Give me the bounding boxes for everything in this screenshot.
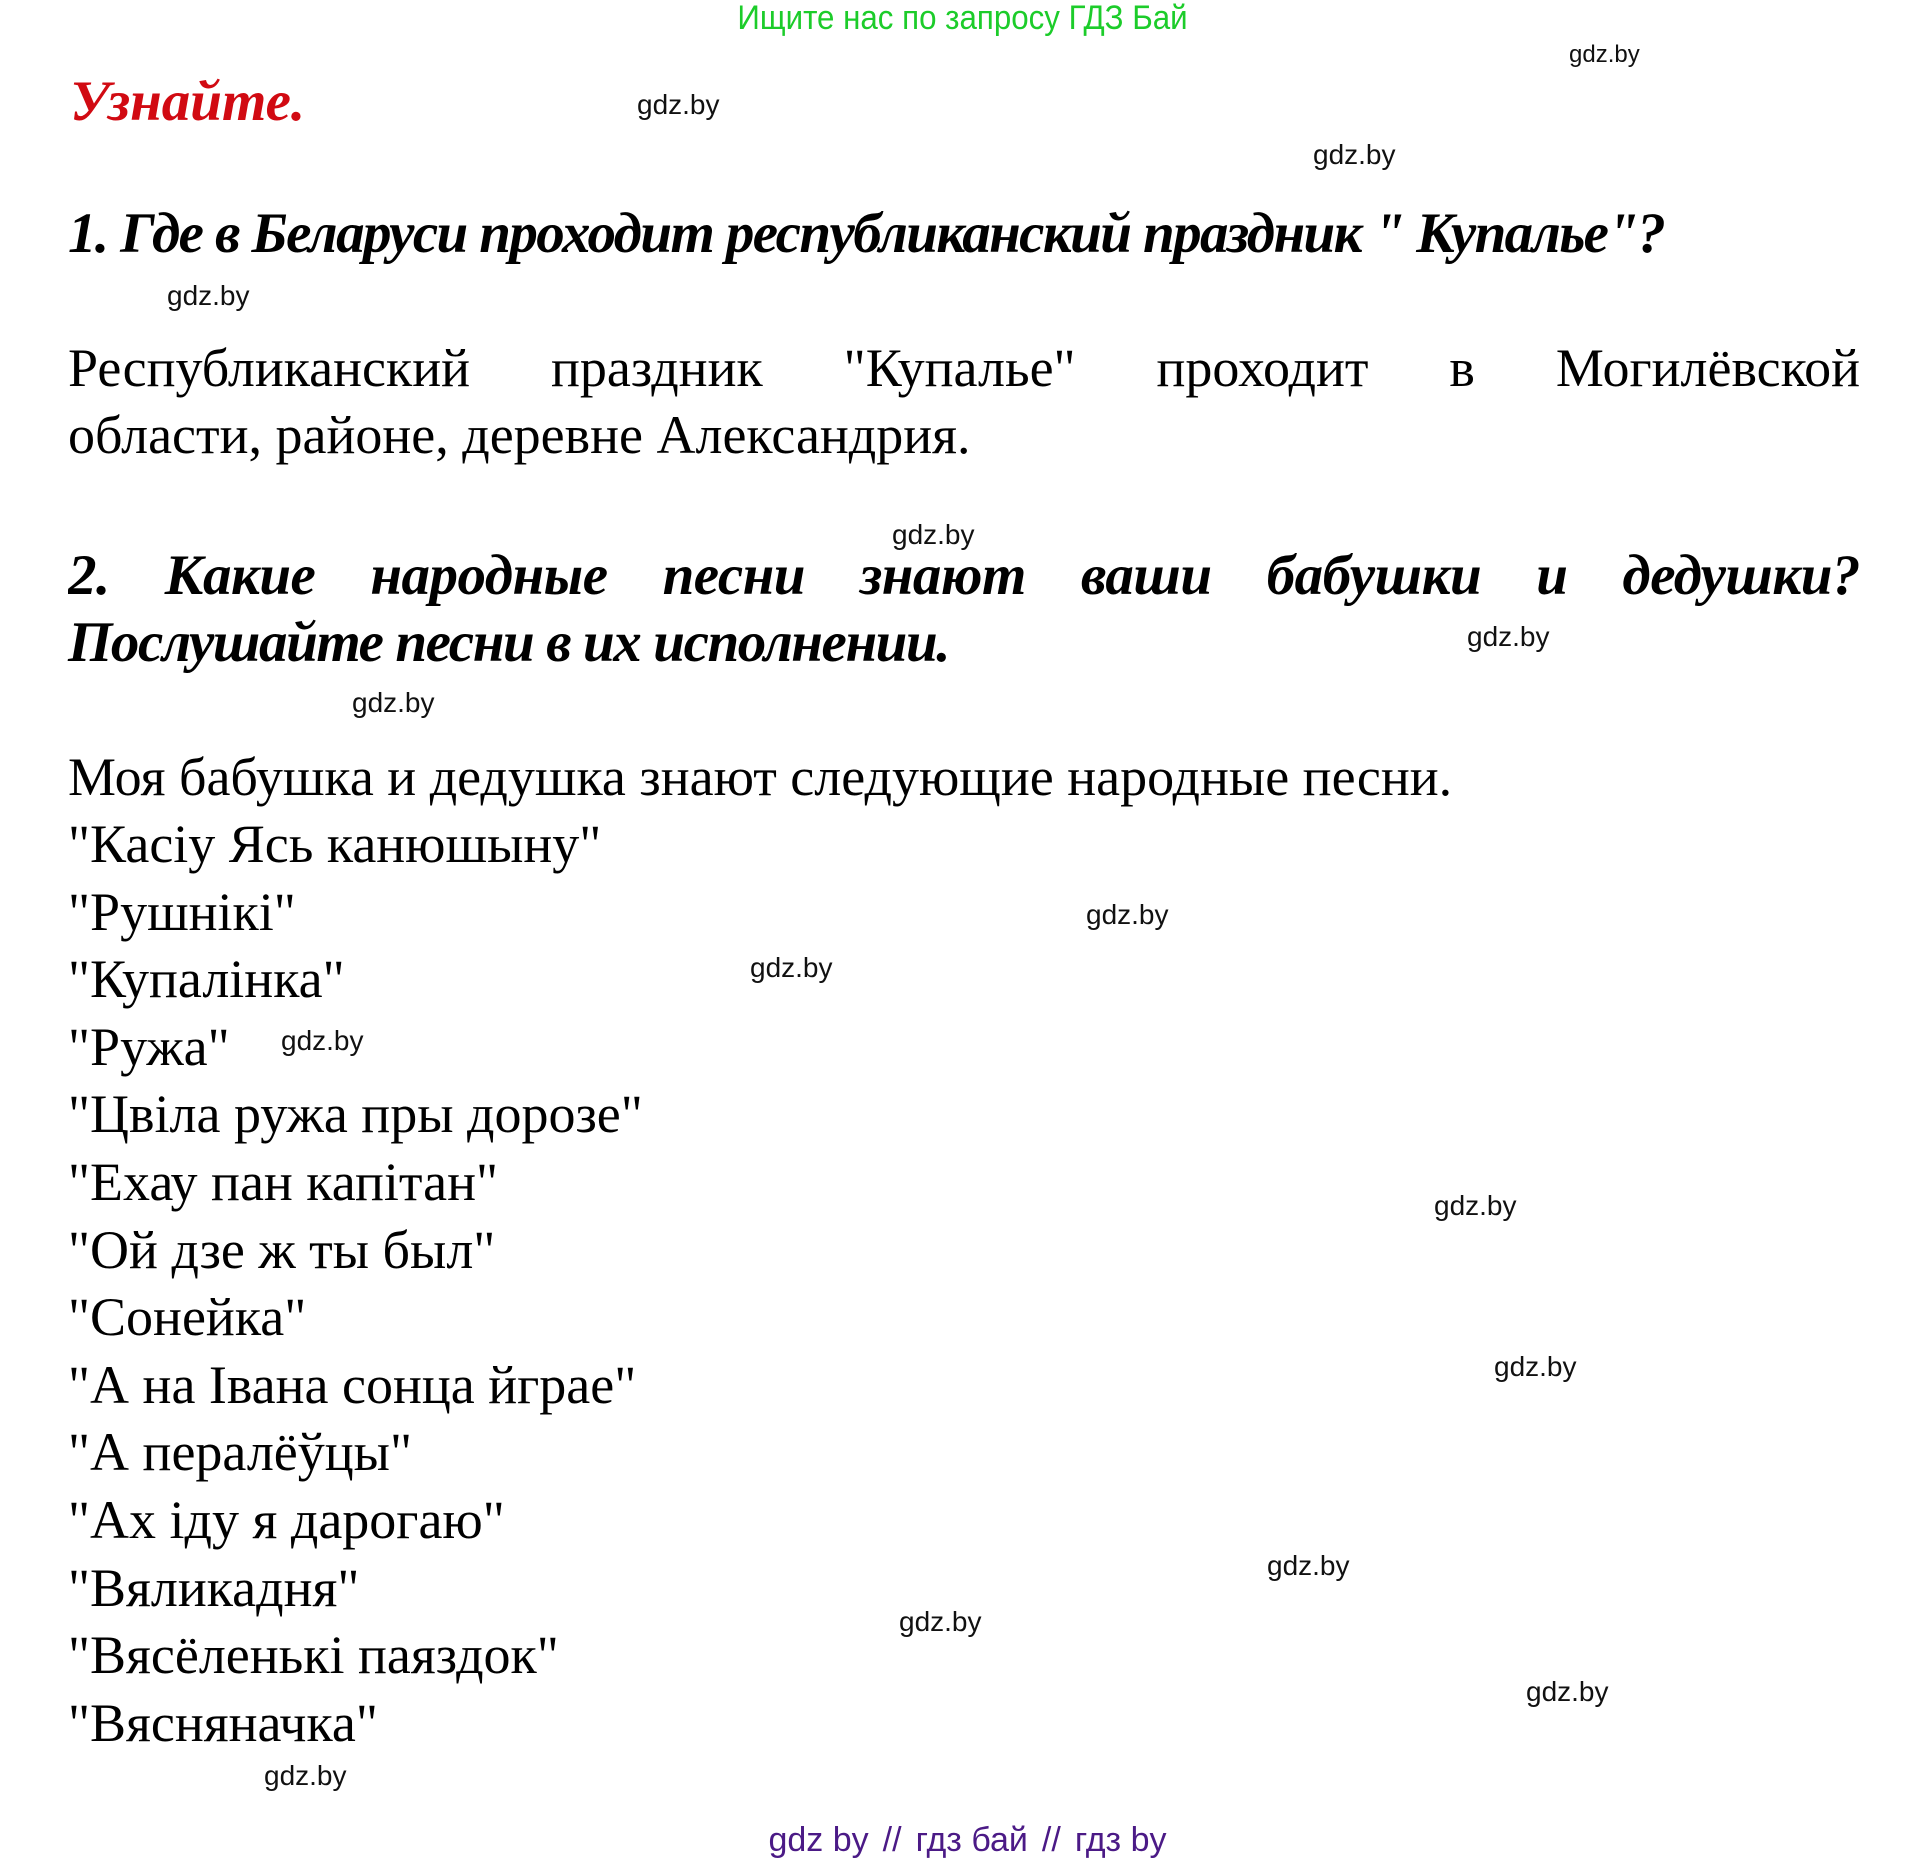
watermark: gdz.by: [750, 952, 833, 983]
song-item: "Ой дзе ж ты был": [68, 1219, 496, 1280]
answer-1-line-2: области, районе, деревне Александрия.: [68, 405, 971, 465]
song-item: "Вясёленькі паяздок": [68, 1625, 559, 1686]
song-item: "Купалінка": [68, 949, 345, 1010]
song-list: [68, 811, 1860, 1757]
watermark: gdz.by: [899, 1606, 982, 1637]
song-item: "Ехау пан капітан": [68, 1151, 499, 1212]
song-item: "Ах іду я дарогаю": [68, 1489, 505, 1550]
footer-link-gdz-by-cyr[interactable]: гдз by: [1074, 1821, 1167, 1859]
watermark: gdz.by: [1467, 621, 1550, 652]
question-1: 1. Где в Беларуси проходит республиканский праздник " Купалье"?: [68, 202, 1665, 265]
watermark: gdz.by: [637, 89, 720, 120]
footer-link-gdz-bai[interactable]: гдз бай: [915, 1821, 1028, 1859]
question-2-line-2: Послушайте песни в их исполнении.: [68, 611, 950, 674]
watermark: gdz.by: [281, 1025, 364, 1056]
watermark: gdz.by: [167, 280, 250, 311]
answer-2: [68, 744, 1860, 1757]
song-item: "Сонейка": [68, 1287, 307, 1348]
watermark: gdz.by: [264, 1760, 347, 1791]
section-title: Узнайте.: [70, 70, 306, 133]
song-item: "Ружа": [68, 1016, 230, 1077]
search-banner[interactable]: Ищите нас по запросу ГДЗ Бай: [737, 0, 1188, 37]
answer-2-intro: Моя бабушка и дедушка знают следующие народные песни.: [68, 747, 1453, 807]
watermark: gdz.by: [1267, 1550, 1350, 1581]
question-2-line-1: 2. Какие народные песни знают ваши бабушки и дедушки?: [68, 544, 1860, 607]
watermark: gdz.by: [352, 687, 435, 718]
footer-separator: //: [1041, 1821, 1061, 1859]
song-item: "А пералёўцы": [68, 1422, 412, 1483]
question-2: [68, 542, 1860, 676]
song-item: "А на Івана сонца йграе": [68, 1354, 637, 1415]
watermark: gdz.by: [1086, 899, 1169, 930]
watermark: gdz.by: [1313, 139, 1396, 170]
song-item: "Цвіла ружа пры дорозе": [68, 1084, 643, 1145]
song-item: "Вяликадня": [68, 1557, 360, 1618]
song-item: "Рушнікі": [68, 881, 296, 942]
watermark: gdz.by: [1434, 1190, 1517, 1221]
footer-link-gdz-by[interactable]: gdz by: [768, 1821, 869, 1859]
footer-separator: //: [882, 1821, 902, 1859]
song-item: "Касіу Ясь канюшыну": [68, 814, 602, 874]
footer-links: [5, 1822, 1925, 1858]
watermark: gdz.by: [1494, 1351, 1577, 1382]
song-item: "Вясняначка": [68, 1692, 378, 1753]
watermark: gdz.by: [892, 519, 975, 550]
watermark: gdz.by: [1569, 41, 1640, 68]
answer-1: [68, 335, 1860, 469]
watermark: gdz.by: [1526, 1676, 1609, 1707]
answer-1-line-1: Республиканский праздник "Купалье" проходит в Могилёвской: [68, 338, 1860, 398]
